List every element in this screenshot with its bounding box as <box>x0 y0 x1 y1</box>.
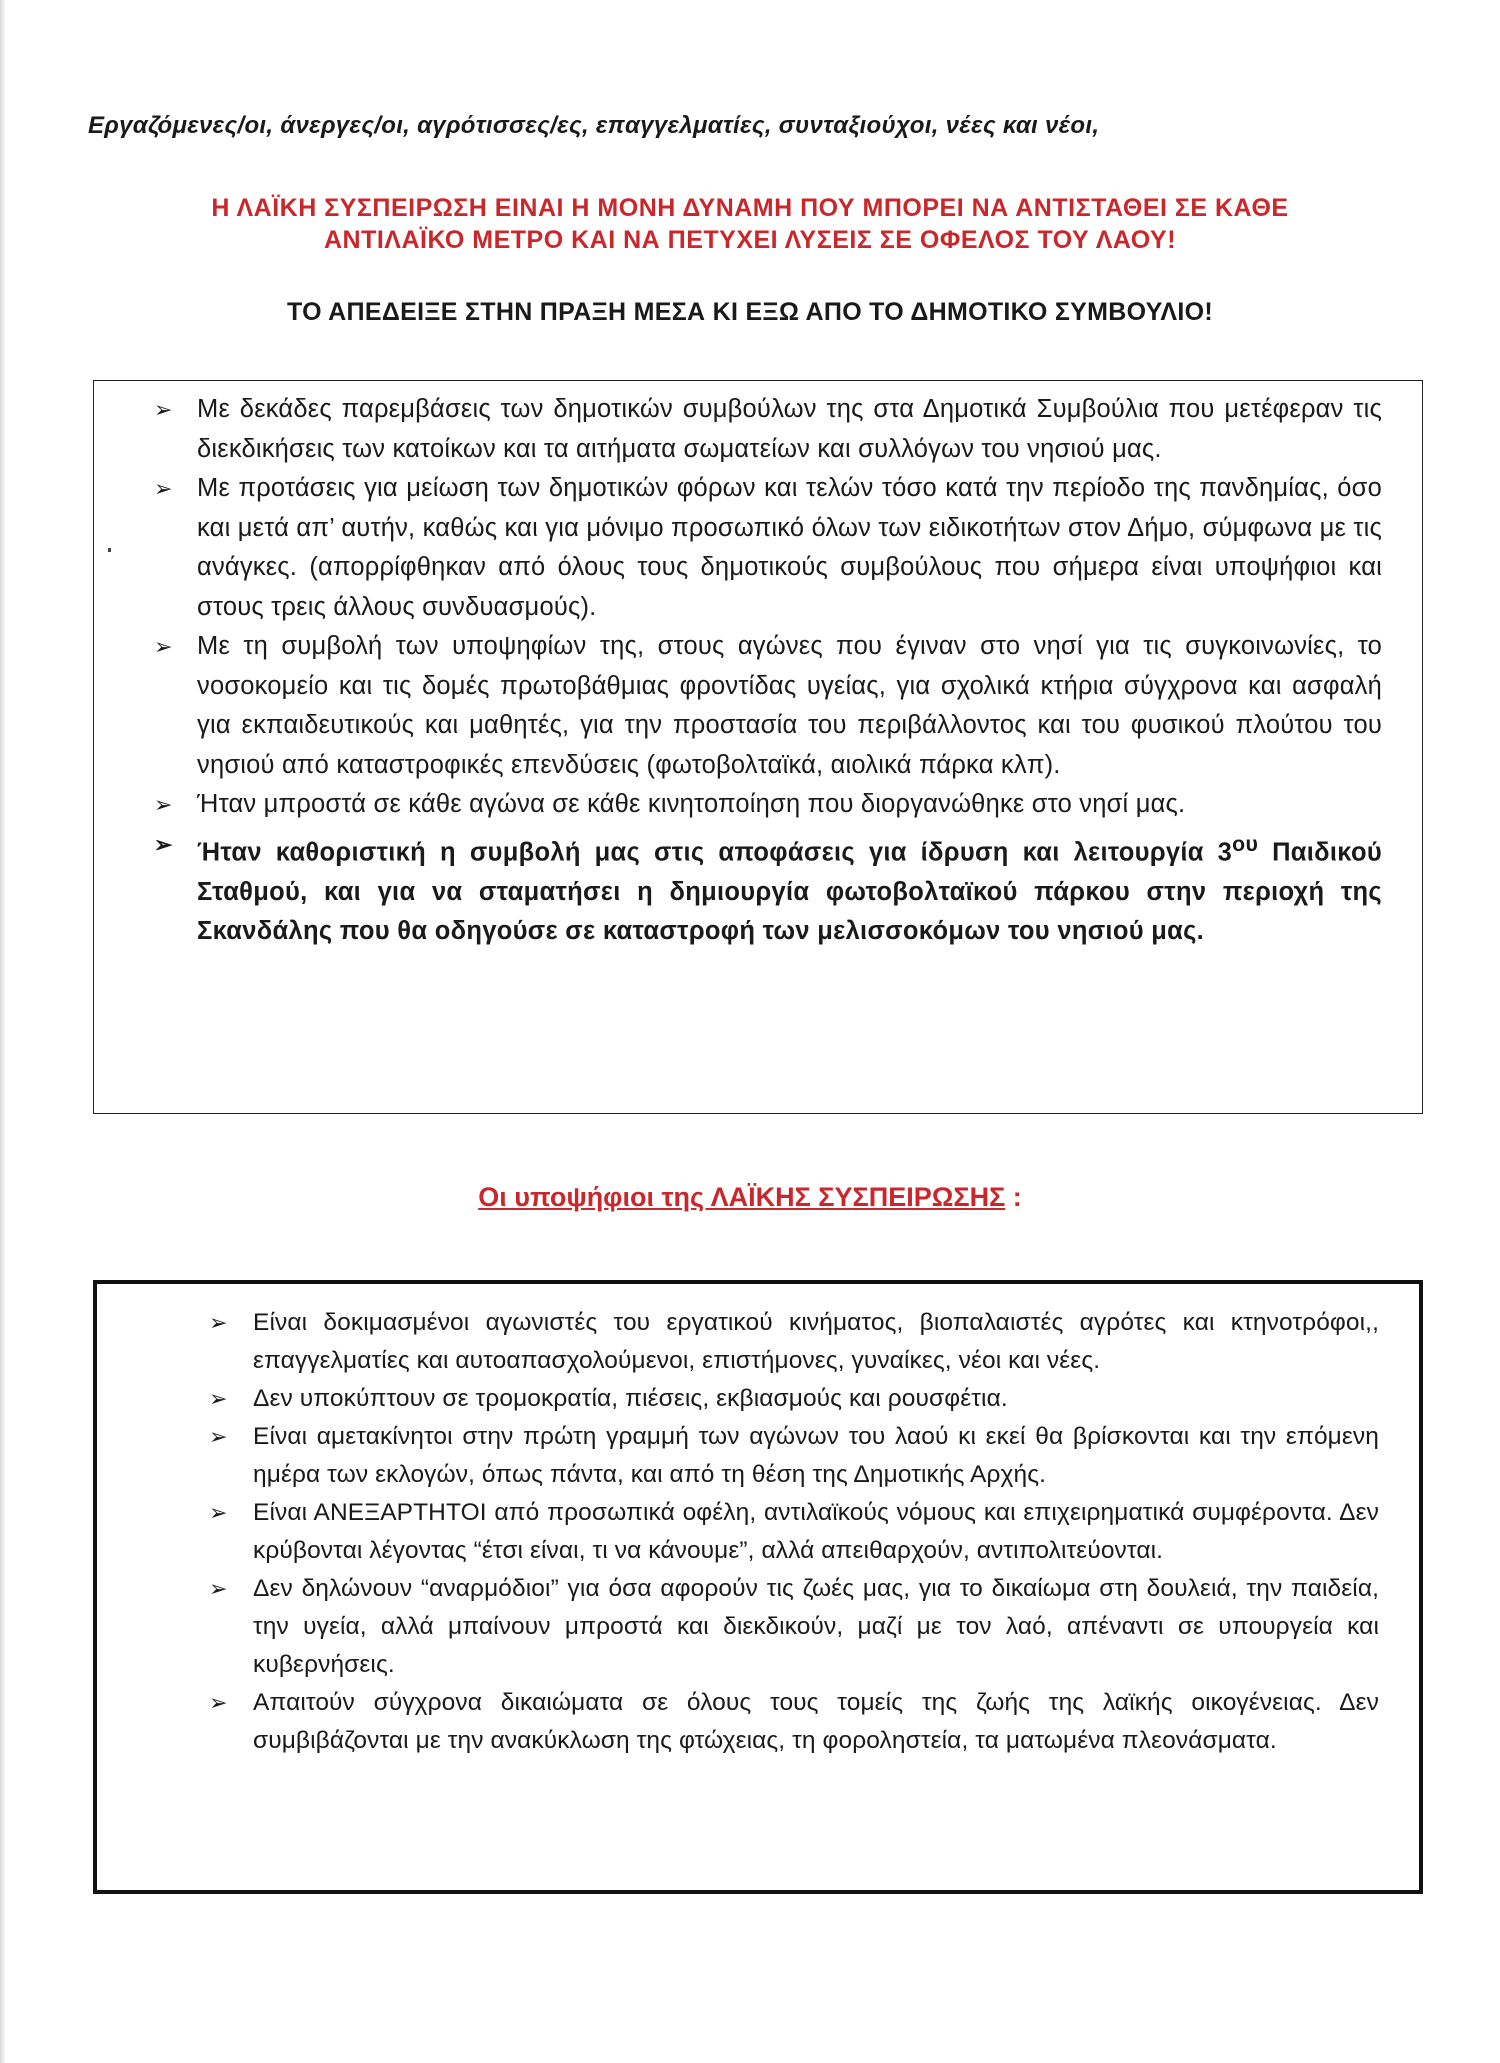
ordinal-superscript: ου <box>1232 831 1259 856</box>
record-box <box>93 380 1423 1114</box>
list-item <box>154 390 1382 469</box>
greeting-line: Εργαζόμενες/οι, άνεργες/οι, αγρότισσες/ες, επαγγελματίες, συνταξιούχοι, νέες και νέοι, <box>88 112 1100 139</box>
list-item-text: Ήταν μπροστά σε κάθε αγώνα σε κάθε κινητοποίηση που διοργανώθηκε στο νησί μας. <box>197 790 1186 818</box>
list-item-text: Με δεκάδες παρεμβάσεις των δημοτικών συμβούλων της στα Δημοτικά Συμβούλια που μετέφεραν τις διεκδικήσεις των κατοίκων και τα αιτήματα σωματείων και συλλόγων του νησιού μας. <box>197 395 1382 463</box>
list-item <box>154 627 1382 785</box>
arrow-bullet-icon: ➢ <box>154 831 173 857</box>
list-item <box>209 1418 1379 1494</box>
arrow-bullet-icon: ➢ <box>209 1500 228 1525</box>
candidates-heading-colon: : <box>1005 1182 1022 1212</box>
list-item <box>209 1684 1379 1760</box>
list-item-text: Είναι αμετακίνητοι στην πρώτη γραμμή των αγώνων του λαού κι εκεί θα βρίσκονται και την επόμενη ημέρα των εκλογών, όπως πάντα, και από τη θέση της Δημοτικής Αρχής. <box>253 1423 1379 1488</box>
candidates-heading <box>100 1182 1400 1213</box>
list-item <box>209 1380 1379 1418</box>
list-item <box>209 1494 1379 1570</box>
record-list <box>94 381 1422 952</box>
list-item <box>154 469 1382 627</box>
arrow-bullet-icon: ➢ <box>154 476 173 501</box>
arrow-bullet-icon: ➢ <box>154 792 173 817</box>
arrow-bullet-icon: ➢ <box>209 1424 228 1449</box>
list-item-text: Με προτάσεις για μείωση των δημοτικών φόρων και τελών τόσο κατά την περίοδο της πανδημίας, όσο και μετά απ’ αυτήν, καθώς και για μόνιμο προσωπικό όλων των ειδικοτήτων στον Δήμο, σύμφωνα με τις ανάγκες. (απορρίφθηκαν από όλους τους δημοτικούς συμβούλους που σήμερα είναι υποψήφιοι και στους τρεις άλλους συνδυασμούς). <box>197 474 1382 621</box>
list-item-text: Δεν υποκύπτουν σε τρομοκρατία, πιέσεις, εκβιασμούς και ρουσφέτια. <box>253 1385 1008 1412</box>
list-item <box>154 785 1382 825</box>
arrow-bullet-icon: ➢ <box>154 634 173 659</box>
proof-heading: ΤΟ ΑΠΕΔΕΙΞΕ ΣΤΗΝ ΠΡΑΞΗ ΜΕΣΑ ΚΙ ΕΞΩ ΑΠΟ ΤΟ ΔΗΜΟΤΙΚΟ ΣΥΜΒΟΥΛΙΟ! <box>287 298 1213 326</box>
candidates-box <box>93 1280 1423 1894</box>
list-item <box>209 1570 1379 1684</box>
arrow-bullet-icon: ➢ <box>154 397 173 422</box>
scan-edge-shadow <box>0 0 6 2063</box>
highlight-text-start: Ήταν καθοριστική η συμβολή μας στις αποφάσεις για ίδρυση και λειτουργία 3 <box>197 838 1233 866</box>
list-item-text: Απαιτούν σύγχρονα δικαιώματα σε όλους τους τομείς της ζωής της λαϊκής οικογένειας. Δεν συμβιβάζονται με την ανακύκλωση της φτώχειας, τη φοροληστεία, τα ματωμένα πλεονάσματα. <box>253 1689 1379 1754</box>
arrow-bullet-icon: ➢ <box>209 1576 228 1601</box>
list-item-text: Με τη συμβολή των υποψηφίων της, στους αγώνες που έγιναν στο νησί για τις συγκοινωνίες, το νοσοκομείο και τις δομές πρωτοβάθμιας φροντίδας υγείας, για σχολικά κτήρια σύγχρονα και ασφαλή για εκπαιδευτικούς και μαθητές, για την προστασία του περιβάλλοντος και του φυσικού πλούτου του νησιού από καταστροφικές επενδύσεις (φωτοβολταϊκά, αιολικά πάρκα κλπ). <box>197 632 1382 779</box>
arrow-bullet-icon: ➢ <box>209 1310 228 1335</box>
slogan-line-1: Η ΛΑΪΚΗ ΣΥΣΠΕΙΡΩΣΗ ΕΙΝΑΙ Η ΜΟΝΗ ΔΥΝΑΜΗ ΠΟΥ ΜΠΟΡΕΙ ΝΑ ΑΝΤΙΣΤΑΘΕΙ ΣΕ ΚΑΘΕ <box>211 194 1289 222</box>
slogan-heading <box>100 192 1400 256</box>
slogan-line-2: ΑΝΤΙΛΑΪΚΟ ΜΕΤΡΟ ΚΑΙ ΝΑ ΠΕΤΥΧΕΙ ΛΥΣΕΙΣ ΣΕ ΟΦΕΛΟΣ ΤΟΥ ΛΑΟΥ! <box>323 226 1177 254</box>
list-item-highlight <box>154 825 1382 952</box>
candidates-list <box>97 1284 1419 1760</box>
list-item <box>209 1304 1379 1380</box>
arrow-bullet-icon: ➢ <box>209 1690 228 1715</box>
list-item-text: Είναι δοκιμασμένοι αγωνιστές του εργατικού κινήματος, βιοπαλαιστές αγρότες και κτηνοτρόφοι,, επαγγελματίες και αυτοαπασχολούμενοι, επιστήμονες, γυναίκες, νέοι και νέες. <box>253 1309 1379 1374</box>
candidates-heading-text: Οι υποψήφιοι της ΛΑΪΚΗΣ ΣΥΣΠΕΙΡΩΣΗΣ <box>478 1182 1006 1212</box>
highlight-text-end: Παιδικού Σταθμού, και για να σταματήσει η δημιουργία φωτοβολταϊκού πάρκου στην περιοχή της Σκανδάλης που θα οδηγούσε σε καταστροφή των μελισσοκόμων του νησιού μας. <box>197 838 1382 945</box>
arrow-bullet-icon: ➢ <box>209 1386 228 1411</box>
list-item-text: Είναι ΑΝΕΞΑΡΤΗΤΟΙ από προσωπικά οφέλη, αντιλαϊκούς νόμους και επιχειρηματικά συμφέροντα. Δεν κρύβονται λέγοντας “έτσι είναι, τι να κάνουμε”, αλλά απειθαρχούν, αντιπολιτεύονται. <box>253 1499 1379 1564</box>
list-item-text: Δεν δηλώνουν “αναρμόδιοι” για όσα αφορούν τις ζωές μας, για το δικαίωμα στη δουλειά, την παιδεία, την υγεία, αλλά μπαίνουν μπροστά και διεκδικούν, μαζί με τον λαό, απέναντι σε υπουργεία και κυβερνήσεις. <box>253 1575 1379 1678</box>
